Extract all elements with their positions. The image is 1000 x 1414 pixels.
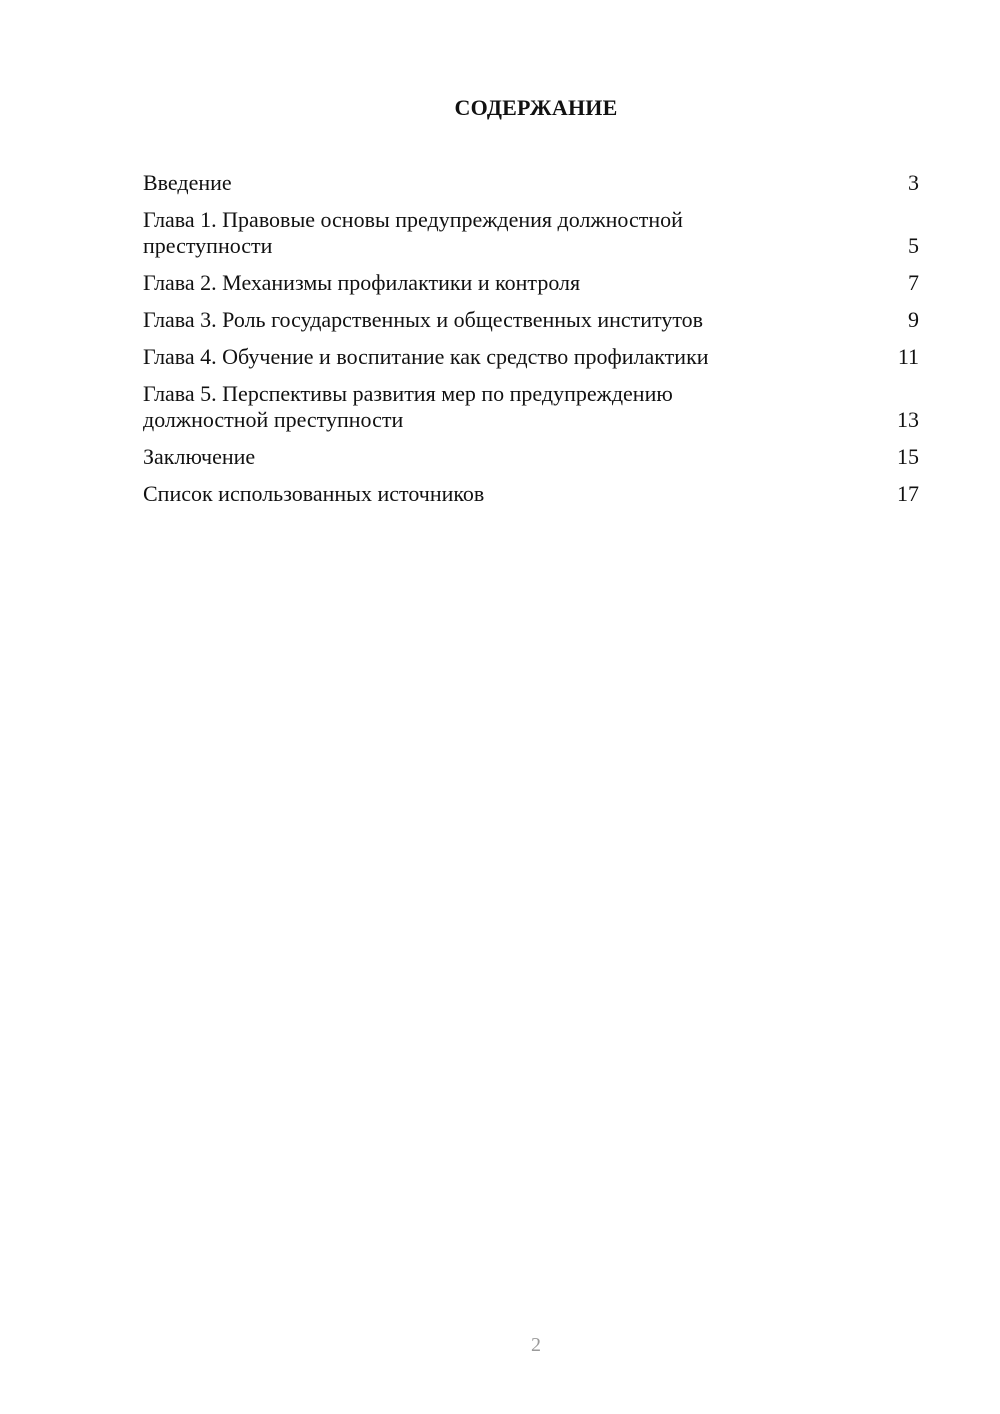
toc-item-chapter-3 — [143, 307, 919, 333]
toc-item-page: 13 — [897, 407, 919, 432]
toc-item-text: Введение — [143, 170, 232, 195]
toc-item-text: Глава 2. Механизмы профилактики и контроля — [143, 270, 581, 295]
toc-item-page: 7 — [908, 270, 919, 295]
page-title: СОДЕРЖАНИЕ — [454, 95, 618, 120]
toc-item-page: 5 — [908, 233, 919, 258]
toc-item-chapter-4 — [143, 344, 919, 370]
toc-item-page: 17 — [897, 481, 919, 506]
toc-item-chapter-2 — [143, 270, 919, 296]
toc-item-references — [143, 481, 919, 507]
toc-item-text: Глава 1. Правовые основы предупреждения должностной преступности — [143, 207, 683, 258]
toc-item-text: Глава 4. Обучение и воспитание как средство профилактики — [143, 344, 709, 369]
toc-item-text: Глава 5. Перспективы развития мер по предупреждению должностной преступности — [143, 381, 673, 432]
toc-item-page: 15 — [897, 444, 919, 469]
toc-item-text: Список использованных источников — [143, 481, 485, 506]
page-number: 2 — [531, 1334, 541, 1356]
toc-item-text: Глава 3. Роль государственных и общественных институтов — [143, 307, 704, 332]
toc-item-introduction — [143, 170, 919, 196]
toc-item-text: Заключение — [143, 444, 256, 469]
toc-item-page: 9 — [908, 307, 919, 332]
toc-item-chapter-5 — [143, 381, 919, 433]
table-of-contents — [143, 170, 919, 518]
toc-item-page: 11 — [897, 344, 919, 369]
toc-item-page: 3 — [908, 170, 919, 195]
toc-item-conclusion — [143, 444, 919, 470]
toc-item-chapter-1 — [143, 207, 919, 259]
